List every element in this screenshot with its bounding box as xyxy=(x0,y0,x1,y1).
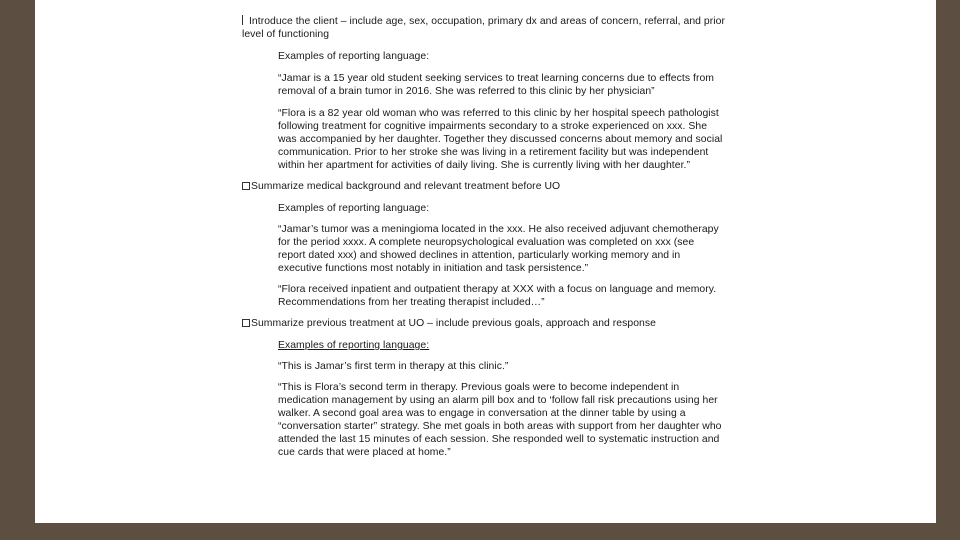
example-quote: “Jamar’s tumor was a meningioma located in the xxx. He also received adjuvant chemotherapy for the period xxxx. A complete neuropsychological evaluation was completed on xxx (see report dated xxx) and showed declines in attention, particularly working memory and in executive functions most notably in initiation and task persistence.” xyxy=(278,224,719,274)
section-heading-text: Summarize previous treatment at UO – include previous goals, approach and response xyxy=(251,318,656,329)
checkbox-icon xyxy=(242,182,250,190)
section-introduce-client xyxy=(242,15,732,172)
checkbox-icon xyxy=(242,319,250,327)
examples-label: Examples of reporting language: xyxy=(278,203,430,214)
example-quote: “Jamar is a 15 year old student seeking services to treat learning concerns due to effects from removal of a brain tumor in 2016. She was referred to this clinic by her physician” xyxy=(278,73,714,97)
example-quote: “This is Flora’s second term in therapy. Previous goals were to become independent in medication management by using an alarm pill box and to ‘follow fall risk precautions using her walker. A second goal area was to engage in conversation at the dinner table by using a “conversation starter” strategy. She met goals in both areas with support from her daughter who attended the last 15 minutes of each session. She responded well to systematic instruction and cue cards that were placed at home.” xyxy=(278,382,722,458)
section-heading xyxy=(242,180,732,193)
section-heading xyxy=(242,317,732,330)
section-heading-text: Summarize medical background and relevant treatment before UO xyxy=(251,181,561,192)
section-previous-treatment xyxy=(242,317,732,459)
example-quote: “This is Jamar’s first term in therapy at this clinic.” xyxy=(278,361,509,372)
section-heading xyxy=(242,15,732,41)
examples-label-text: Examples of reporting language: xyxy=(278,340,430,351)
document-body xyxy=(242,15,732,467)
examples-label xyxy=(278,339,732,352)
document-page xyxy=(35,0,936,523)
section-heading-text: Introduce the client – include age, sex, occupation, primary dx and areas of concern, referral, and prior level of functioning xyxy=(242,16,725,40)
example-quote: “Flora is a 82 year old woman who was referred to this clinic by her hospital speech pathologist following treatment for cognitive impairments secondary to a stroke experienced on xxx. She was accompanied by her daughter. Together they discussed concerns about memory and social communication. Prior to her stroke she was living in a retirement facility but was independent within her apartment for activities of daily living. She is currently living with her daughter.” xyxy=(278,108,723,171)
cursor-bar xyxy=(242,15,243,25)
example-quote: “Flora received inpatient and outpatient therapy at XXX with a focus on language and memory. Recommendations from her treating therapist included…” xyxy=(278,284,717,308)
examples-label: Examples of reporting language: xyxy=(278,51,430,62)
section-medical-background xyxy=(242,180,732,309)
